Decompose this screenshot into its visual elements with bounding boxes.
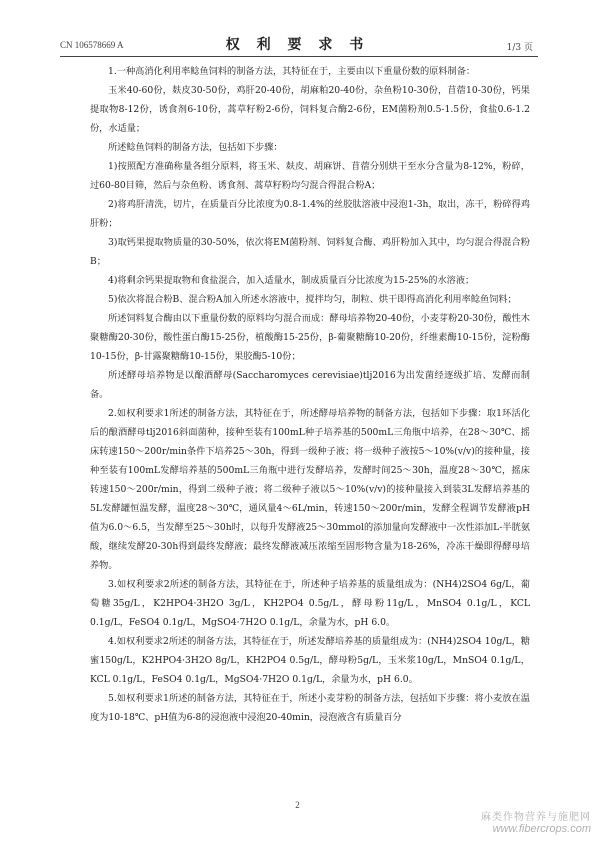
page-number: 2 [295, 800, 300, 810]
header-divider [60, 56, 538, 57]
claim-paragraph: 所述鲶鱼饲料的制备方法，包括如下步骤： [108, 142, 283, 153]
claim-paragraph: 1)按照配方准确称量各组分原料，将玉米、麸皮、胡麻饼、苜蓿分别烘干至水分含量为8-12%，粉碎，过60-80目筛，然后与杂鱼粉、诱食剂、蒿草籽粉均匀混合得混合粉A； [90, 161, 530, 191]
page-indicator: 1/3 页 [506, 43, 533, 53]
claim-paragraph: 1.一种高消化利用率鲶鱼饲料的制备方法，其特征在于，主要由以下重量份数的原料制备： [108, 66, 476, 77]
watermark-url: www.fibercrops.com [492, 823, 591, 835]
claim-paragraph: 5.如权利要求1所述的制备方法，其特征在于，所述小麦芽粉的制备方法，包括如下步骤：将小麦放在温度为10-18℃、pH值为6-8的浸泡液中浸泡20-40min，浸泡液含有质量百分 [90, 693, 530, 723]
document-number: CN 106578669 A [60, 40, 124, 50]
claim-paragraph: 3)取钙果提取物质量的30-50%，依次将EM菌粉剂、饲料复合酶、鸡肝粉加入其中，均匀混合得混合粉B； [90, 237, 530, 267]
watermark [481, 808, 591, 835]
claim-paragraph: 4.如权利要求2所述的制备方法，其特征在于，所述发酵培养基的质量组成为：(NH4)2SO4 10g/L，糖蜜150g/L，K2HPO4·3H2O 8g/L，KH2PO4 0.5g/L，酵母粉5g/L，玉米浆10g/L，MnSO4 0.1g/L，KCL 0.1g/L，FeSO4 0.1g/L，MgSO4·7H2O 0.1g/L，余量为水，pH 6.0。 [90, 636, 530, 685]
claim-paragraph: 3.如权利要求2所述的制备方法，其特征在于，所述种子培养基的质量组成为：(NH4)2SO4 6g/L，葡萄糖35g/L，K2HPO4·3H2O 3g/L，KH2PO4 0.5g/L，酵母粉11g/L，MnSO4 0.1g/L，KCL 0.1g/L，FeSO4 0.1g/L，MgSO4·7H2O 0.1g/L，余量为水，pH 6.0。 [90, 579, 530, 628]
claim-paragraph: 2.如权利要求1所述的制备方法，其特征在于，所述酵母培养物的制备方法，包括如下步骤：取1环活化后的酿酒酵母tlj2016斜面菌种，接种至装有100mL种子培养基的500mL三角瓶中培养，在28～30℃、摇床转速150～200r/min条件下培养25～30h，得到一级种子液；将一级种子液按5～10%(v/v)的接种量，接种至装有100mL发酵培养基的500mL三角瓶中进行发酵培养，发酵时间25～30h，温度28～30℃，摇床转速150～200r/min，得到二级种子液；将二级种子液以5～10%(v/v)的接种量接入到装3L发酵培养基的5L发酵罐恒温发酵，温度28～30℃，通风量4～6L/min，转速150～200r/min，发酵全程调节发酵液pH值为6.0～6.5，当发酵至25～30h时，以每升发酵液25～30mmol的添加量向发酵液中一次性添加L-半胱氨酸，继续发酵20-30h得到最终发酵液；最终发酵液减压浓缩至固形物含量为18-26%，冷冻干燥即得酵母培养物。 [90, 408, 530, 571]
claim-paragraph: 玉米40-60份，麸皮30-50份，鸡肝20-40份，胡麻粕20-40份，杂鱼粉10-30份，苜蓿10-30份，钙果提取物8-12份，诱食剂6-10份，蒿草籽粉2-6份，饲料复合酶2-6份，EM菌粉剂0.5-1.5份，食盐0.6-1.2份，水适量； [90, 85, 530, 134]
claim-paragraph: 5)依次将混合粉B、混合粉A加入所述水溶液中，搅拌均匀，制粒、烘干即得高消化利用率鲶鱼饲料； [108, 294, 517, 305]
claim-paragraph: 所述酵母培养物是以酿酒酵母(Saccharomyces cerevisiae)tlj2016为出发菌经逐级扩培、发酵而制备。 [90, 370, 530, 400]
watermark-text: 麻类作物营养与施肥网 [481, 812, 591, 823]
claim-paragraph: 所述饲料复合酶由以下重量份数的原料均匀混合而成：酵母培养物20-40份，小麦芽粉20-30份，酸性木聚糖酶20-30份，酸性蛋白酶15-25份，植酸酶15-25份，β-葡聚糖酶10-20份，纤维素酶10-15份，淀粉酶10-15份，β-甘露聚糖酶10-15份，果胶酶5-10份； [90, 313, 530, 362]
claim-paragraph: 2)将鸡肝清洗，切片，在质量百分比浓度为0.8-1.4%的丝胶肽溶液中浸泡1-3h，取出，冻干，粉碎得鸡肝粉； [90, 199, 530, 229]
claim-paragraph: 4)将剩余钙果提取物和食盐混合，加入适量水，制成质量百分比浓度为15-25%的水溶液； [108, 275, 475, 286]
claims-body [90, 62, 530, 727]
page-title: 权 利 要 求 书 [225, 37, 370, 53]
